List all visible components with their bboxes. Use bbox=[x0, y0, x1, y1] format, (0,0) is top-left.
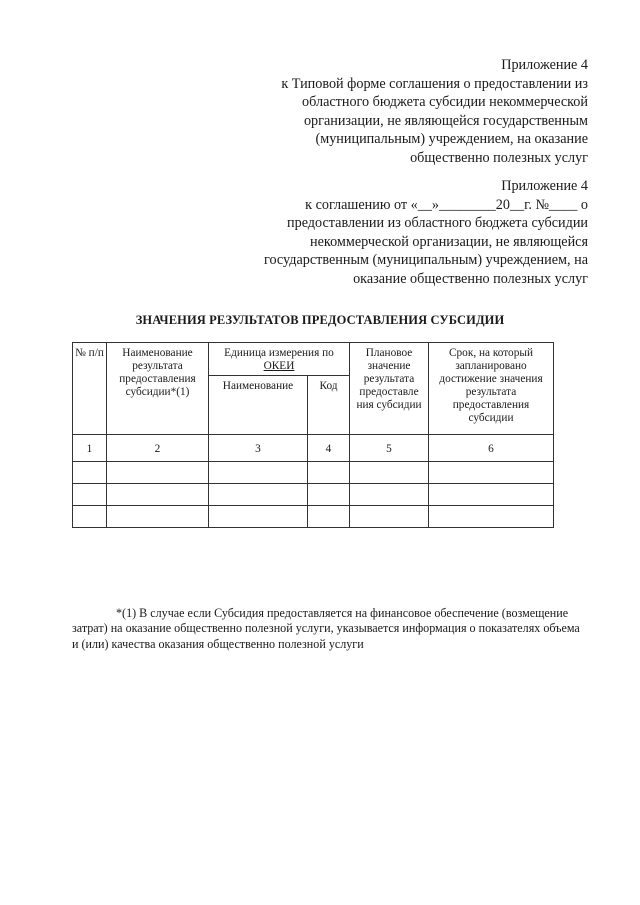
table-title: ЗНАЧЕНИЯ РЕЗУЛЬТАТОВ ПРЕДОСТАВЛЕНИЯ СУБСИДИИ bbox=[135, 313, 505, 327]
annex-line: общественно полезных услуг bbox=[410, 149, 588, 166]
header-deadline: Срок, на который запланировано достижение значения результата предоставления субсидии bbox=[429, 343, 554, 435]
table-cell bbox=[73, 484, 107, 506]
table-cell bbox=[350, 484, 429, 506]
header-num: № п/п bbox=[73, 343, 107, 435]
annex-header-agreement bbox=[264, 177, 588, 289]
header-unit-name: Наименование bbox=[209, 376, 308, 435]
column-number: 2 bbox=[107, 435, 209, 462]
table-cell bbox=[209, 484, 308, 506]
table-cell bbox=[350, 462, 429, 484]
table-cell bbox=[350, 506, 429, 528]
header-result-name: Наименование результата предоставления субсидии*(1) bbox=[107, 343, 209, 435]
table-row bbox=[73, 462, 554, 484]
table-cell bbox=[308, 462, 350, 484]
annex-line: организации, не являющейся государственным bbox=[303, 112, 588, 129]
header-unit-okei: ОКЕИ bbox=[263, 360, 295, 372]
column-number: 5 bbox=[350, 435, 429, 462]
annex-line: оказание общественно полезных услуг bbox=[353, 270, 588, 287]
annex-line: (муниципальным) учреждением, на оказание bbox=[315, 131, 588, 148]
annex-line: областного бюджета субсидии некоммерческой bbox=[302, 94, 588, 111]
annex-line: Приложение 4 bbox=[501, 178, 588, 194]
footnote: *(1) В случае если Субсидия предоставляется на финансовое обеспечение (возмещение затрат) на оказание общественно полезной услуги, указывается информация о показателях объема и (или) качества оказания общественно полезной услуги bbox=[72, 606, 580, 651]
column-number: 6 bbox=[429, 435, 554, 462]
table-cell bbox=[73, 506, 107, 528]
header-unit-label: Единица измерения по bbox=[224, 347, 334, 359]
table-cell bbox=[107, 506, 209, 528]
table-cell bbox=[308, 506, 350, 528]
table-cell bbox=[73, 462, 107, 484]
annex-line: предоставлении из областного бюджета субсидии bbox=[287, 215, 588, 232]
table-row bbox=[73, 484, 554, 506]
annex-line: государственным (муниципальным) учреждением, на bbox=[264, 252, 588, 269]
table-cell bbox=[429, 506, 554, 528]
column-number: 1 bbox=[73, 435, 107, 462]
column-number: 4 bbox=[308, 435, 350, 462]
header-planned-value: Плановое значение результата предоставле ния субсидии bbox=[350, 343, 429, 435]
column-numbers-row bbox=[73, 435, 554, 462]
header-unit-code: Код bbox=[308, 376, 350, 435]
annex-line: к соглашению от «__»________20__г. №____ о bbox=[305, 196, 588, 213]
column-number: 3 bbox=[209, 435, 308, 462]
results-table bbox=[72, 342, 554, 528]
annex-line: Приложение 4 bbox=[501, 57, 588, 73]
annex-header-standard-form bbox=[281, 56, 588, 168]
table-row bbox=[73, 506, 554, 528]
header-unit bbox=[209, 343, 350, 376]
table-cell bbox=[209, 506, 308, 528]
annex-line: к Типовой форме соглашения о предоставлении из bbox=[281, 75, 588, 92]
annex-line: некоммерческой организации, не являющейся bbox=[310, 233, 588, 250]
table-cell bbox=[308, 484, 350, 506]
table-cell bbox=[429, 484, 554, 506]
table-cell bbox=[429, 462, 554, 484]
table-cell bbox=[107, 462, 209, 484]
table-cell bbox=[209, 462, 308, 484]
table-cell bbox=[107, 484, 209, 506]
